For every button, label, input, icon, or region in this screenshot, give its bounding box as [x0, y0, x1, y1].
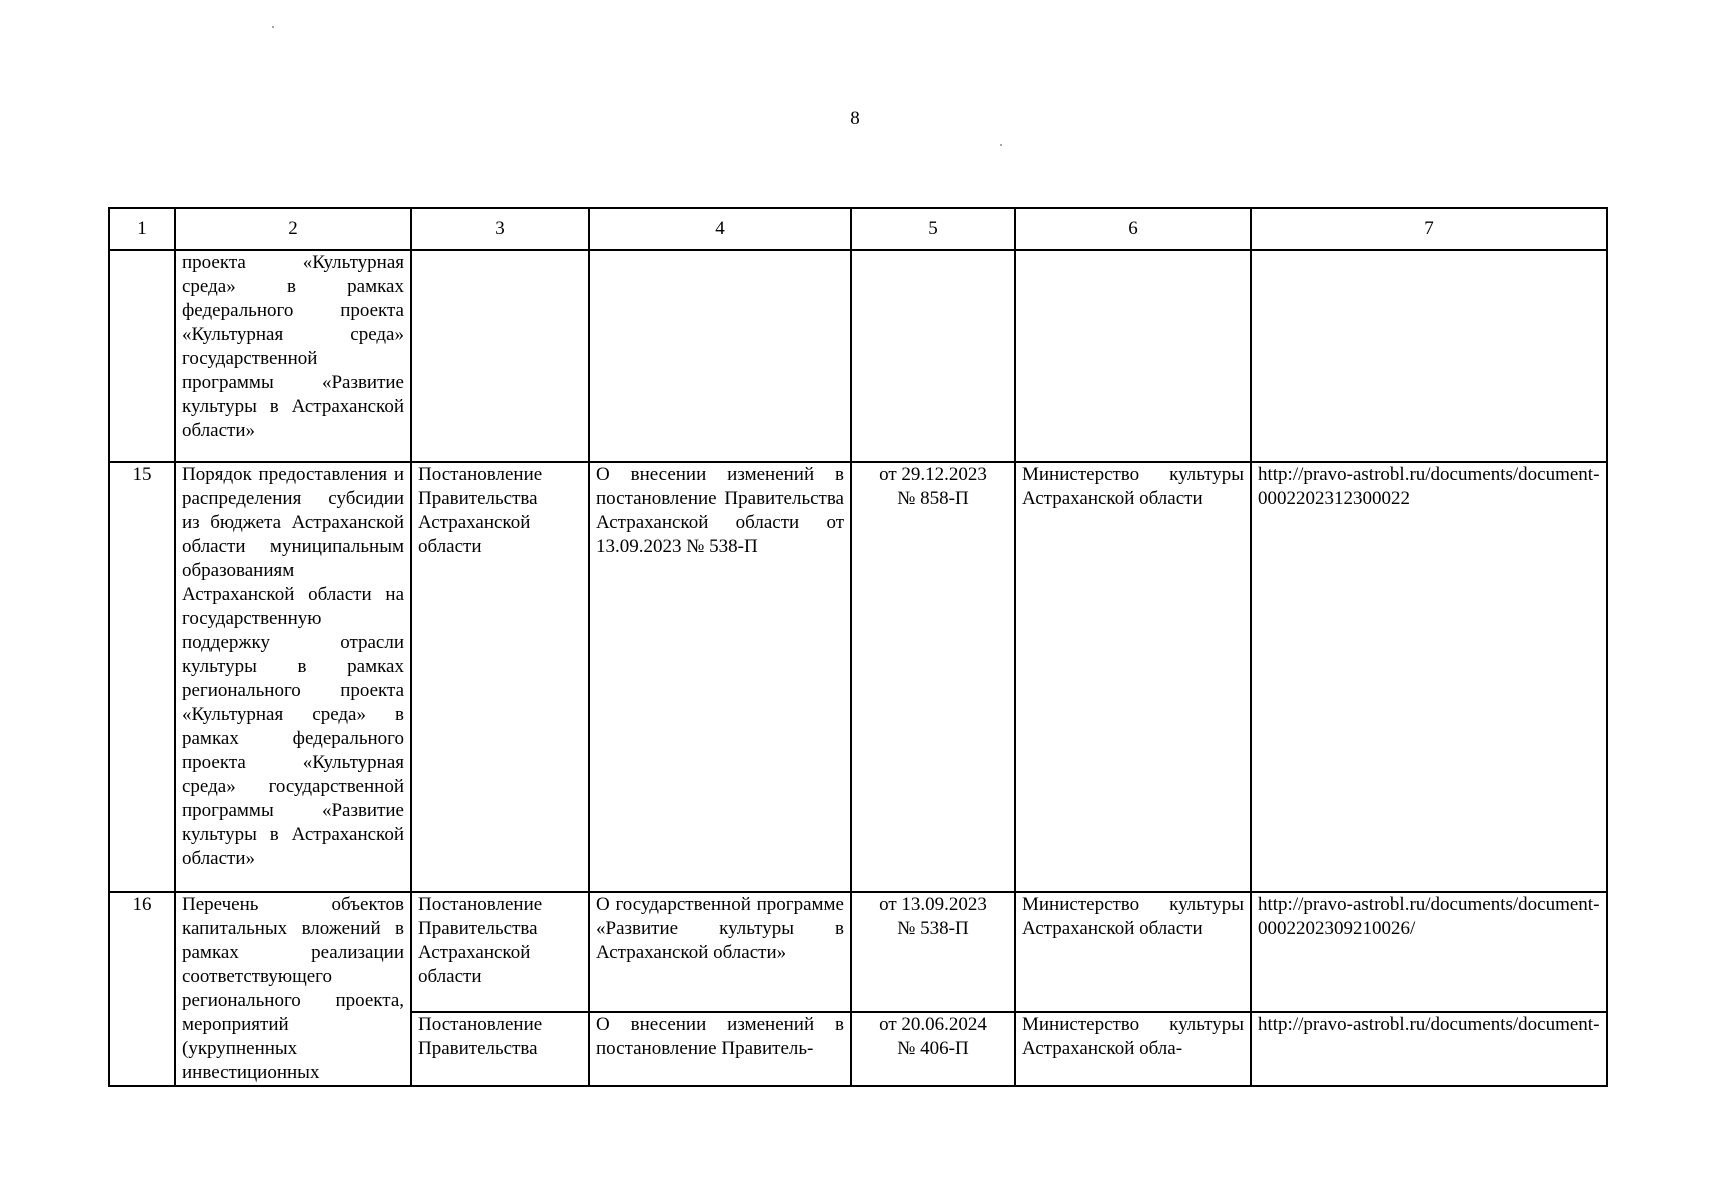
cell-doc-date: [851, 462, 1015, 892]
cell-number: 16: [109, 892, 175, 1086]
cell-empty: [851, 250, 1015, 462]
column-header-3: 3: [411, 208, 589, 250]
cell-empty: [589, 250, 851, 462]
scan-speck: [1000, 144, 1002, 146]
cell-name: Порядок предоставления и распределения субсидии из бюджета Астраханской области муниципальным образованиям Астраханской области на государственную поддержку отрасли культуры в рамках регионального проекта «Культурная среда» в рамках федерального проекта «Культурная среда» государственной программы «Развитие культуры в Астраханской области»: [175, 462, 411, 892]
cell-name: Перечень объектов капитальных вложений в рамках реализации соответствующего регионального проекта, мероприятий (укрупненных инвестиционных: [175, 892, 411, 1086]
column-header-4: 4: [589, 208, 851, 250]
cell-doc-date: [851, 1012, 1015, 1086]
doc-date: от 20.06.2024: [879, 1013, 987, 1035]
page-number: 8: [850, 108, 860, 129]
cell-doc-title: О государственной программе «Развитие культуры в Астраханской области»: [589, 892, 851, 1012]
cell-doc-type: Постановление Правительства Астраханской области: [411, 892, 589, 1012]
registry-table: [108, 207, 1608, 1087]
column-header-5: 5: [851, 208, 1015, 250]
cell-doc-type: Постановление Правительства Астраханской области: [411, 462, 589, 892]
cell-empty: [1251, 250, 1607, 462]
doc-number: № 406-П: [897, 1037, 969, 1059]
column-header-1: 1: [109, 208, 175, 250]
cell-url: http://pravo-astrobl.ru/documents/document-0002202309210026/: [1251, 892, 1607, 1012]
doc-date: от 13.09.2023: [879, 894, 987, 915]
scan-speck: [272, 26, 274, 28]
table-row-continuation: [109, 250, 1607, 462]
cell-authority: Министерство культуры Астраханской области: [1015, 892, 1251, 1012]
column-header-2: 2: [175, 208, 411, 250]
cell-url: http://pravo-astrobl.ru/documents/document-0002202312300022: [1251, 462, 1607, 892]
cell-doc-title: О внесении изменений в постановление Правительства Астраханской области от 13.09.2023 № 538-П: [589, 462, 851, 892]
cell-doc-date: [851, 892, 1015, 1012]
cell-doc-type: Постановление Правительства: [411, 1012, 589, 1086]
cell-doc-title: О внесении изменений в постановление Правитель-: [589, 1012, 851, 1086]
cell-authority: Министерство культуры Астраханской обла-: [1015, 1012, 1251, 1086]
cell-number: 15: [109, 462, 175, 892]
table-row-16a: [109, 892, 1607, 1012]
doc-number: № 858-П: [897, 488, 969, 509]
header-row: [109, 208, 1607, 250]
doc-number: № 538-П: [897, 918, 969, 939]
cell-url: http://pravo-astrobl.ru/documents/document-: [1251, 1012, 1607, 1086]
cell-authority: Министерство культуры Астраханской области: [1015, 462, 1251, 892]
cell-number-empty: [109, 250, 175, 462]
column-header-6: 6: [1015, 208, 1251, 250]
cell-name: проекта «Культурная среда» в рамках федерального проекта «Культурная среда» государственной программы «Развитие культуры в Астраханской области»: [175, 250, 411, 462]
table-row-15: [109, 462, 1607, 892]
cell-empty: [411, 250, 589, 462]
column-header-7: 7: [1251, 208, 1607, 250]
doc-date: от 29.12.2023: [879, 464, 987, 485]
cell-empty: [1015, 250, 1251, 462]
